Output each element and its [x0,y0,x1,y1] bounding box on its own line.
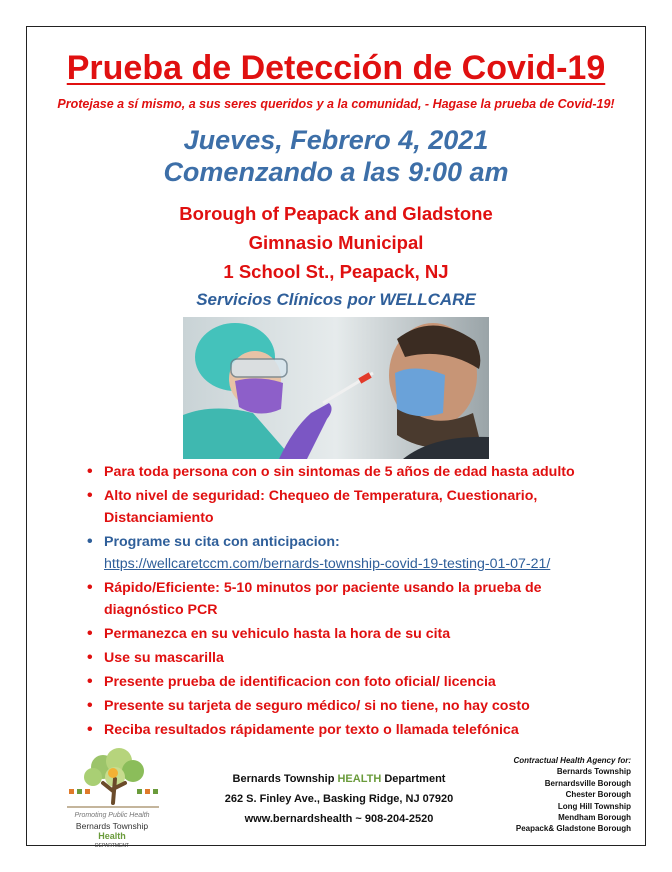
footer-contact [215,769,463,829]
event-date: Jueves, Febrero 4, 2021 [183,125,489,155]
list-item [85,531,625,575]
list-item: • Use su mascarilla [85,647,625,669]
list-item: • Presente prueba de identificacion con foto oficial/ licencia [85,671,625,693]
covid-testing-photo [183,317,489,459]
contractual-agency-list [471,755,631,835]
agency-item: Bernards Township [556,767,631,777]
footer-web-phone: www.bernardshealth ~ 908-204-2520 [244,813,434,825]
list-item: • Para toda persona con o sin sintomas de 5 años de edad hasta adulto [85,461,625,483]
location-borough: Borough of Peapack and Gladstone [179,203,493,224]
logo-health: Health [98,831,126,841]
list-item: • Alto nivel de seguridad: Chequeo de Temperatura, Cuestionario, Distanciamiento [85,485,625,529]
list-item: • Permanezca en su vehiculo hasta la hora de su cita [85,623,625,645]
logo-dept: DEPARTMENT [95,843,129,849]
list-item: • Rápido/Eficiente: 5-10 minutos por paciente usando la prueba de diagnóstico PCR [85,577,625,621]
agency-item: Mendham Borough [558,813,631,823]
agency-item: Long Hill Township [557,801,631,811]
appointment-label: Programe su cita con anticipacion: [104,534,340,550]
footer-dept-suffix: Department [381,773,446,785]
footer-dept-prefix: Bernards Township [232,773,338,785]
location-address: 1 School St., Peapack, NJ [223,261,449,282]
footer-address: 262 S. Finley Ave., Basking Ridge, NJ 07920 [224,793,454,805]
list-item: • Presente su tarjeta de seguro médico/ si no tiene, no hay costo [85,695,625,717]
footer-dept-name [215,769,463,789]
agency-heading: Contractual Health Agency for: [513,756,631,765]
flyer-title: Prueba de Detección de Covid-19 [66,49,606,87]
services-provider: Servicios Clínicos por WELLCARE [196,290,476,309]
info-bullet-list [85,461,625,743]
event-time: Comenzando a las 9:00 am [163,157,509,187]
agency-item: Peapack& Gladstone Borough [515,824,631,834]
agency-item: Bernardsville Borough [544,778,631,788]
logo-name: Bernards Township [75,821,149,831]
location-venue: Gimnasio Municipal [248,232,424,253]
appointment-link[interactable]: https://wellcaretccm.com/bernards-township-covid-19-testing-01-07-21/ [104,556,551,572]
logo-tagline: Promoting Public Health [74,812,150,819]
flyer-subtitle: Protejase a sí mismo, a sus seres queridos y a la comunidad, - Hagase la prueba de Covid-19! [57,97,615,111]
flyer-frame [26,26,646,849]
logo-caption [53,811,171,851]
footer-dept-health: HEALTH [337,773,382,785]
agency-item: Chester Borough [565,790,631,800]
list-item: • Reciba resultados rápidamente por texto o llamada telefónica [85,719,625,741]
